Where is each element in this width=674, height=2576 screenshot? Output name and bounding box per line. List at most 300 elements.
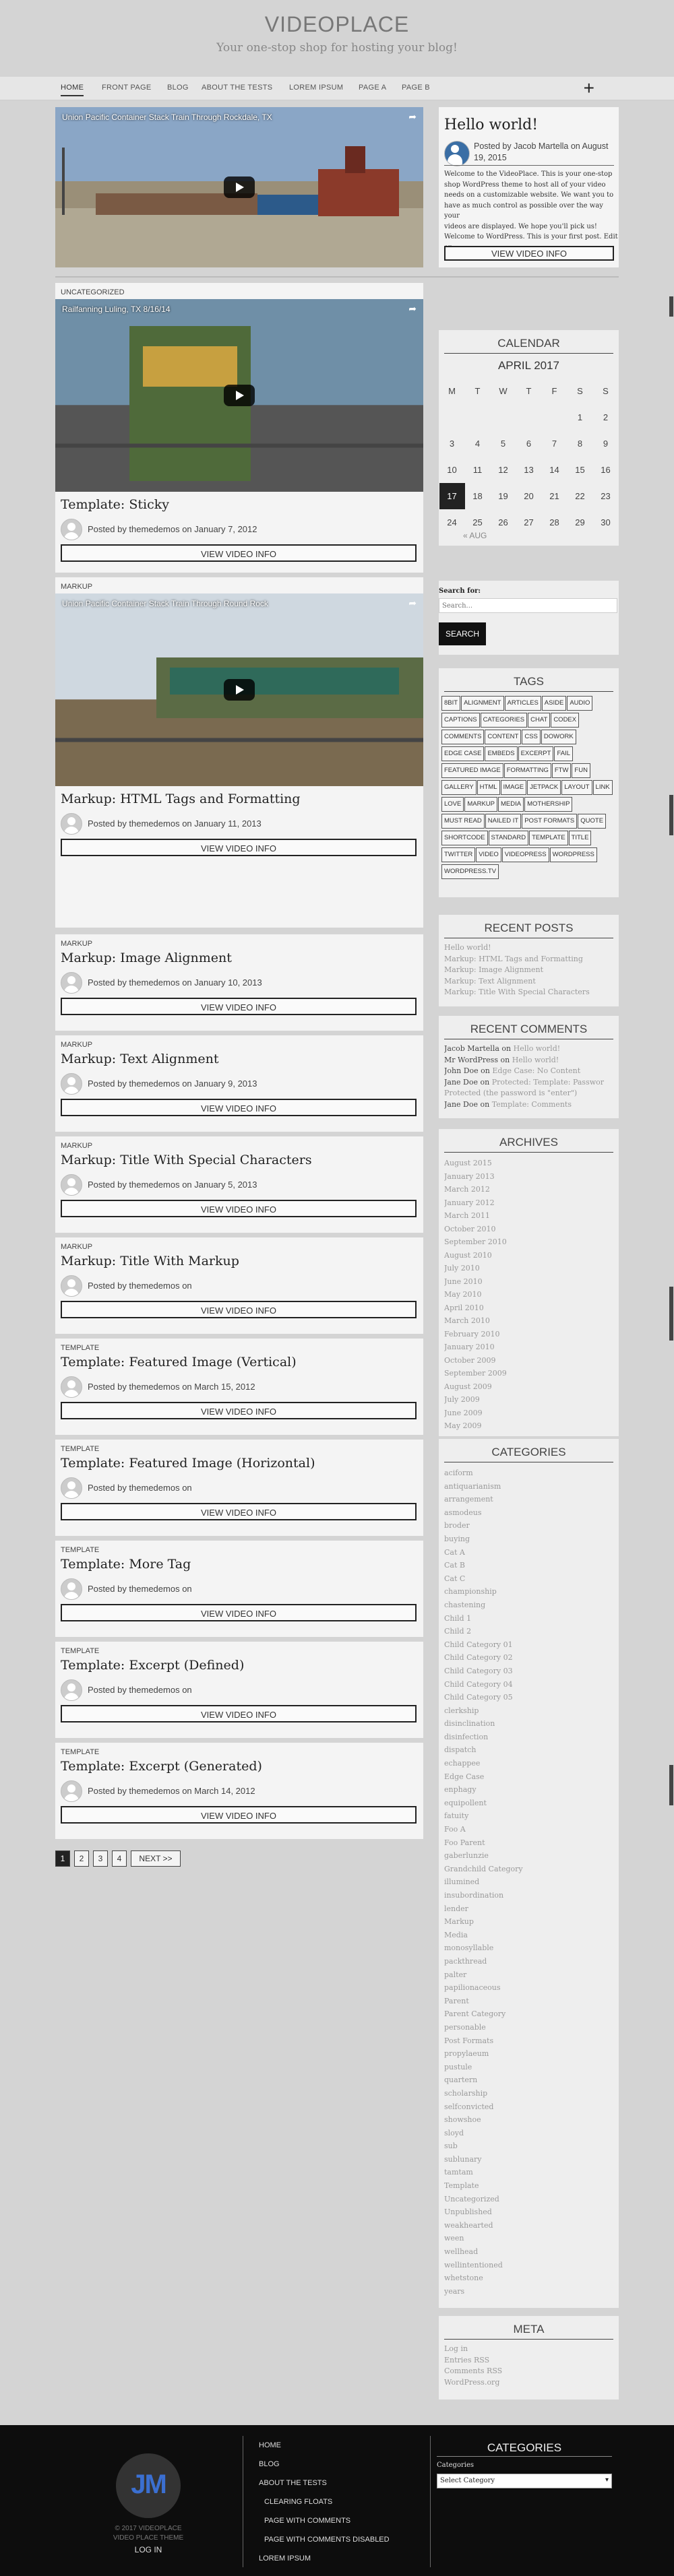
weekday-label: M — [448, 386, 456, 396]
nav-item-lorem-ipsum[interactable]: LOREM IPSUM — [289, 84, 344, 92]
post-meta-text: Posted by themedemos on January 9, 2013 — [88, 1078, 257, 1089]
comment-post-link[interactable]: Hello world! — [513, 1044, 561, 1053]
comment-post-link[interactable]: Template: Comments — [491, 1099, 572, 1109]
share-icon[interactable]: ➦ — [408, 303, 417, 314]
recent-comment-item — [444, 1066, 613, 1077]
categorie-link[interactable]: Cat A — [444, 1547, 465, 1557]
search-input[interactable] — [439, 598, 617, 613]
categorie-link[interactable]: sublunary — [444, 2154, 482, 2164]
categorie-link[interactable]: palter — [444, 1970, 467, 1979]
categorie-link[interactable]: pustule — [444, 2062, 472, 2071]
tag-link[interactable]: CSS — [522, 730, 541, 744]
tag-link[interactable]: STANDARD — [489, 831, 529, 845]
tag-link[interactable]: FAIL — [554, 746, 573, 761]
tag-link[interactable]: LINK — [593, 780, 613, 795]
categorie-link[interactable]: Child 1 — [444, 1613, 472, 1623]
tag-link[interactable]: LAYOUT — [561, 780, 592, 795]
post-title[interactable]: Markup: Title With Markup — [61, 1254, 239, 1268]
comment-author[interactable]: Jane Doe — [444, 1077, 479, 1087]
calendar-day: 24 — [447, 517, 457, 527]
page-3-button[interactable]: 3 — [93, 1850, 108, 1867]
post-category[interactable]: MARKUP — [61, 583, 93, 591]
archive-link[interactable]: September 2010 — [444, 1237, 507, 1246]
view-video-info-button[interactable]: VIEW VIDEO INFO — [61, 1806, 417, 1824]
view-video-info-button[interactable]: VIEW VIDEO INFO — [61, 1200, 417, 1217]
archive-link[interactable]: October 2009 — [444, 1355, 496, 1365]
post-title[interactable]: Markup: Image Alignment — [61, 951, 232, 965]
post-category[interactable]: TEMPLATE — [61, 1748, 100, 1756]
archive-link[interactable]: February 2010 — [444, 1329, 500, 1339]
categorie-link[interactable]: Cat B — [444, 1561, 465, 1570]
tag-link[interactable]: WORDPRESS.TV — [441, 864, 499, 879]
tag-link[interactable]: FTW — [552, 763, 572, 778]
view-video-info-button[interactable]: VIEW VIDEO INFO — [61, 839, 417, 856]
tag-link[interactable]: EXCERPT — [518, 746, 554, 761]
archive-link[interactable]: March 2010 — [444, 1316, 490, 1325]
nav-item-about-the-tests[interactable]: ABOUT THE TESTS — [202, 84, 273, 92]
tag-link[interactable]: NAILED IT — [485, 814, 521, 829]
categorie-link[interactable]: personable — [444, 2022, 486, 2032]
categorie-link[interactable]: propylaeum — [444, 2049, 489, 2059]
categorie-link[interactable]: Child Category 01 — [444, 1640, 513, 1649]
video-title[interactable]: Union Pacific Container Stack Train Through Round Rock — [62, 599, 268, 608]
post-category[interactable]: TEMPLATE — [61, 1445, 100, 1453]
categorie-link[interactable]: Uncategorized — [444, 2194, 499, 2203]
tag-link[interactable]: TWITTER — [441, 847, 475, 862]
play-icon[interactable] — [224, 176, 255, 198]
categorie-link[interactable]: papilionaceous — [444, 1983, 501, 1993]
view-video-info-button[interactable]: VIEW VIDEO INFO — [61, 544, 417, 562]
categorie-link[interactable]: selfconvicted — [444, 2102, 494, 2111]
tag-link[interactable]: CHAT — [528, 713, 550, 728]
categorie-link[interactable]: echappee — [444, 1759, 481, 1768]
video-title[interactable]: Railfanning Luling, TX 8/16/14 — [62, 304, 171, 314]
footer-copyright: © 2017 VIDEOPLACE — [115, 2525, 182, 2532]
tag-link[interactable]: COMMENTS — [441, 730, 484, 744]
calendar-day — [542, 404, 568, 430]
nav-item-front-page[interactable]: FRONT PAGE — [102, 84, 152, 92]
categorie-link[interactable]: equipollent — [444, 1798, 487, 1807]
post-meta-text: Posted by themedemos on — [88, 1281, 192, 1291]
categorie-link[interactable]: lender — [444, 1904, 468, 1913]
calendar-week — [439, 404, 619, 430]
categorie-link[interactable]: Cat C — [444, 1574, 466, 1583]
comment-post-link[interactable]: Edge Case: No Content — [492, 1066, 581, 1075]
archives-widget — [439, 1129, 619, 1436]
page-4-button[interactable]: 4 — [112, 1850, 127, 1867]
tag-link[interactable]: MOTHERSHIP — [524, 797, 572, 812]
tag-link[interactable]: IMAGE — [501, 780, 527, 795]
tag-link[interactable]: LOVE — [441, 797, 464, 812]
tag-link[interactable]: EMBEDS — [485, 746, 517, 761]
author-avatar — [444, 141, 470, 166]
categorie-link[interactable]: Edge Case — [444, 1772, 485, 1781]
comment-author[interactable]: John Doe — [444, 1066, 479, 1075]
tag-link[interactable]: TITLE — [569, 831, 592, 845]
comment-author[interactable]: Mr WordPress — [444, 1055, 498, 1064]
nav-item-page-b[interactable]: PAGE B — [402, 84, 430, 92]
categories-widget — [439, 1439, 619, 2308]
view-video-info-button[interactable]: VIEW VIDEO INFO — [61, 1503, 417, 1520]
post-category[interactable]: TEMPLATE — [61, 1546, 100, 1554]
calendar-day: 4 — [474, 439, 481, 449]
meta-list-link[interactable]: Comments RSS — [444, 2366, 503, 2375]
post-title[interactable]: Template: Sticky — [61, 497, 169, 512]
categorie-link[interactable]: arrangement — [444, 1495, 493, 1504]
tag-link[interactable]: VIDEOPRESS — [502, 847, 549, 862]
categorie-link[interactable]: aciform — [444, 1469, 473, 1477]
recent-comment-item — [444, 1077, 613, 1089]
tag-link[interactable]: CODEX — [551, 713, 579, 728]
tag-link[interactable]: ASIDE — [542, 696, 567, 711]
archive-link[interactable]: March 2011 — [444, 1211, 490, 1220]
site-description: Your one-stop shop for hosting your blog! — [216, 41, 458, 55]
categorie-link[interactable]: Child Category 04 — [444, 1679, 513, 1689]
categorie-link[interactable]: dispatch — [444, 1745, 477, 1755]
categorie-link[interactable]: sub — [444, 2142, 458, 2151]
post-title[interactable]: Template: Excerpt (Generated) — [61, 1759, 262, 1774]
widget-rule — [444, 1152, 613, 1153]
archive-link[interactable]: January 2013 — [444, 1171, 495, 1181]
tag-link[interactable]: FORMATTING — [504, 763, 551, 778]
post-card — [55, 1035, 423, 1132]
weekday-label: F — [551, 386, 557, 396]
archive-link[interactable]: March 2012 — [444, 1185, 490, 1194]
post-title[interactable]: Template: Featured Image (Vertical) — [61, 1355, 297, 1370]
widget-rule — [444, 353, 613, 354]
categorie-link[interactable]: buying — [444, 1534, 470, 1543]
post-meta-text: Posted by themedemos on March 14, 2012 — [88, 1786, 255, 1796]
categorie-link[interactable]: clerkship — [444, 1706, 479, 1715]
featured-post-info — [439, 107, 619, 267]
footer-login-link[interactable]: LOG IN — [134, 2545, 162, 2554]
recent-posts-title: RECENT POSTS — [484, 922, 574, 934]
archive-link[interactable]: April 2010 — [444, 1303, 484, 1312]
categorie-link[interactable]: sloyd — [444, 2128, 464, 2137]
footer-link-page-with-comments[interactable]: PAGE WITH COMMENTS — [264, 2517, 351, 2525]
tag-link[interactable]: WORDPRESS — [550, 847, 597, 862]
view-video-info-button[interactable]: VIEW VIDEO INFO — [61, 1604, 417, 1621]
recent-comments-widget — [439, 1016, 619, 1118]
calendar-grid — [439, 378, 619, 536]
weekday-label: W — [499, 386, 508, 396]
tag-link[interactable]: CATEGORIES — [481, 713, 528, 728]
archive-link[interactable]: May 2009 — [444, 1421, 482, 1430]
avatar — [61, 1275, 82, 1297]
tag-link[interactable]: CONTENT — [485, 730, 521, 744]
categorie-link[interactable]: showshoe — [444, 2115, 481, 2125]
avatar — [61, 1174, 82, 1196]
categorie-link[interactable]: weakhearted — [444, 2220, 493, 2230]
tag-link[interactable]: SHORTCODE — [441, 831, 488, 845]
post-category[interactable]: MARKUP — [61, 1142, 93, 1150]
tag-link[interactable]: POST FORMATS — [522, 814, 577, 829]
archive-link[interactable]: June 2010 — [444, 1277, 483, 1286]
avatar — [61, 813, 82, 835]
categorie-link[interactable]: Child 2 — [444, 1627, 472, 1636]
view-video-info-button[interactable]: VIEW VIDEO INFO — [61, 1301, 417, 1318]
tag-link[interactable]: EDGE CASE — [441, 746, 484, 761]
nav-item-page-a[interactable]: PAGE A — [359, 84, 387, 92]
archive-link[interactable]: January 2010 — [444, 1343, 495, 1351]
meta-list-link[interactable]: WordPress.org — [444, 2377, 500, 2387]
categorie-link[interactable]: championship — [444, 1587, 497, 1597]
post-card — [55, 283, 423, 573]
calendar-day: 29 — [575, 517, 585, 527]
categorie-link[interactable]: ween — [444, 2234, 464, 2243]
post-title[interactable]: Template: Featured Image (Horizontal) — [61, 1456, 315, 1471]
categorie-link[interactable]: monosyllable — [444, 1943, 494, 1953]
recent-posts-widget — [439, 915, 619, 1006]
archives-list — [444, 1157, 613, 1433]
tag-link[interactable]: TEMPLATE — [529, 831, 568, 845]
categorie-link[interactable]: fatuity — [444, 1811, 469, 1821]
categorie-link[interactable]: tamtam — [444, 2168, 473, 2177]
categorie-link[interactable]: Post Formats — [444, 2036, 494, 2045]
categorie-link[interactable]: Parent — [444, 1996, 469, 2005]
categorie-link[interactable]: disinclination — [444, 1719, 495, 1729]
tag-link[interactable]: MARKUP — [464, 797, 497, 812]
calendar-day: 18 — [472, 491, 483, 501]
post-category[interactable]: TEMPLATE — [61, 1344, 100, 1352]
share-icon[interactable]: ➦ — [408, 111, 417, 122]
categorie-link[interactable]: Markup — [444, 1917, 474, 1927]
calendar-day: 7 — [551, 439, 557, 449]
archive-link[interactable]: July 2009 — [444, 1395, 480, 1404]
categorie-link[interactable]: Template — [444, 2181, 479, 2191]
archive-link[interactable]: August 2010 — [444, 1250, 492, 1260]
featured-video-player[interactable] — [55, 107, 423, 267]
footer-link-about-the-tests[interactable]: ABOUT THE TESTS — [259, 2479, 327, 2487]
categorie-link[interactable]: gaberlunzie — [444, 1851, 489, 1861]
widget-rule — [444, 691, 613, 692]
comment-author[interactable]: Jane Doe — [444, 1099, 479, 1109]
weekday-label: T — [474, 386, 481, 396]
post-title[interactable]: Template: More Tag — [61, 1557, 191, 1572]
tag-link[interactable]: FUN — [572, 763, 590, 778]
comment-post-link[interactable]: Protected: Template: Passwor — [491, 1077, 605, 1087]
calendar-widget — [439, 330, 619, 546]
categorie-link[interactable]: asmodeus — [444, 1508, 482, 1517]
categorie-link[interactable]: illumined — [444, 1877, 480, 1887]
post-meta-text: Posted by themedemos on — [88, 1584, 192, 1594]
post-meta-text: Posted by themedemos on March 15, 2012 — [88, 1382, 255, 1392]
categorie-link[interactable]: Unpublished — [444, 2208, 492, 2217]
footer-link-clearing-floats[interactable]: CLEARING FLOATS — [264, 2498, 333, 2506]
post-title[interactable]: Markup: Text Alignment — [61, 1052, 219, 1066]
calendar-prev-link[interactable]: « AUG — [463, 531, 487, 540]
tag-link[interactable]: FEATURED IMAGE — [441, 763, 503, 778]
categorie-link[interactable]: Child Category 05 — [444, 1693, 513, 1702]
calendar-day: 20 — [524, 491, 534, 501]
recent-post-link[interactable]: Markup: Image Alignment — [444, 965, 544, 974]
footer-logo[interactable] — [116, 2453, 181, 2518]
archive-link[interactable]: July 2010 — [444, 1264, 480, 1273]
calendar-day: 8 — [577, 439, 583, 449]
main-navigation — [0, 77, 674, 100]
tag-link[interactable]: VIDEO — [476, 847, 501, 862]
weekday-label: S — [603, 386, 609, 396]
post-title[interactable]: Template: Excerpt (Defined) — [61, 1658, 245, 1673]
categorie-link[interactable]: chastening — [444, 1600, 486, 1609]
next-page-button[interactable]: NEXT >> — [131, 1850, 181, 1867]
plus-icon[interactable]: + — [583, 77, 594, 98]
categories-list — [444, 1467, 613, 2298]
tag-link[interactable]: JETPACK — [527, 780, 561, 795]
post-category[interactable]: MARKUP — [61, 1243, 93, 1251]
categorie-link[interactable]: Grandchild Category — [444, 1864, 523, 1873]
comment-post-link[interactable]: Hello world! — [512, 1055, 559, 1064]
tag-link[interactable]: CAPTIONS — [441, 713, 480, 728]
calendar-day: 12 — [498, 465, 508, 475]
scroll-marker — [669, 1287, 673, 1341]
categorie-link[interactable]: Foo Parent — [444, 1838, 485, 1847]
tags-widget — [439, 668, 619, 897]
tag-link[interactable]: MEDIA — [498, 797, 524, 812]
categorie-link[interactable]: years — [444, 2286, 465, 2296]
tag-link[interactable]: AUDIO — [567, 696, 592, 711]
nav-item-home[interactable]: HOME — [61, 84, 84, 96]
calendar-day: 15 — [575, 465, 585, 475]
avatar — [61, 972, 82, 994]
comment-on: on — [500, 1055, 510, 1064]
view-video-info-button[interactable]: VIEW VIDEO INFO — [61, 998, 417, 1015]
calendar-week — [439, 483, 619, 509]
meta-list-link[interactable]: Log in — [444, 2344, 468, 2353]
calendar-day: 1 — [577, 412, 583, 422]
play-icon[interactable] — [224, 385, 255, 406]
calendar-day: 10 — [447, 465, 457, 475]
categorie-link[interactable]: disinfection — [444, 1732, 489, 1741]
calendar-day: 16 — [601, 465, 611, 475]
categorie-link[interactable]: Media — [444, 1930, 468, 1939]
tag-link[interactable]: HTML — [477, 780, 500, 795]
footer-link-lorem-ipsum[interactable]: LOREM IPSUM — [259, 2554, 311, 2563]
tag-link[interactable]: DOWORK — [541, 730, 576, 744]
tag-link[interactable]: GALLERY — [441, 780, 477, 795]
footer-link-comments-disabled[interactable]: PAGE WITH COMMENTS DISABLED — [264, 2536, 390, 2544]
archive-link[interactable]: June 2009 — [444, 1408, 483, 1417]
categorie-link[interactable]: Foo A — [444, 1825, 466, 1834]
footer-link-blog[interactable]: BLOG — [259, 2460, 280, 2468]
video-player[interactable] — [55, 593, 423, 786]
categorie-link[interactable]: whetstone — [444, 2274, 483, 2283]
search-button[interactable]: SEARCH — [439, 622, 486, 645]
categorie-link[interactable]: antiquarianism — [444, 1481, 501, 1491]
post-card — [55, 1541, 423, 1637]
categorie-link[interactable]: broder — [444, 1521, 470, 1531]
categorie-link[interactable]: quartern — [444, 2075, 478, 2085]
categorie-link[interactable]: wellintentioned — [444, 2260, 503, 2269]
post-meta-text: Posted by themedemos on January 11, 2013 — [88, 818, 262, 829]
page-2-button[interactable]: 2 — [74, 1850, 89, 1867]
comment-on: on — [501, 1044, 512, 1053]
calendar-day: 11 — [472, 465, 483, 475]
tag-link[interactable]: ARTICLES — [505, 696, 541, 711]
post-category[interactable]: MARKUP — [61, 1041, 93, 1049]
post-card — [55, 934, 423, 1031]
categorie-link[interactable]: wellhead — [444, 2247, 479, 2257]
avatar — [61, 1679, 82, 1701]
recent-post-link[interactable]: Markup: HTML Tags and Formatting — [444, 954, 583, 963]
calendar-day — [491, 404, 516, 430]
tag-link[interactable]: QUOTE — [578, 814, 606, 829]
tag-link[interactable]: MUST READ — [441, 814, 485, 829]
site-title[interactable]: VIDEOPLACE — [264, 12, 410, 36]
post-title[interactable]: Markup: Title With Special Characters — [61, 1153, 312, 1167]
calendar-day: 13 — [524, 465, 534, 475]
archive-link[interactable]: May 2010 — [444, 1290, 482, 1299]
post-card — [55, 1743, 423, 1839]
video-player[interactable] — [55, 299, 423, 492]
post-category[interactable]: TEMPLATE — [61, 1647, 100, 1655]
comment-post-link[interactable]: Protected (the password is "enter") — [444, 1089, 578, 1097]
categorie-link[interactable]: enphagy — [444, 1785, 477, 1795]
featured-divider — [444, 165, 614, 166]
search-label: Search for: — [439, 587, 481, 595]
categorie-link[interactable]: insubordination — [444, 1891, 504, 1900]
weekday-label: T — [526, 386, 532, 396]
featured-post-title[interactable]: Hello world! — [444, 117, 539, 133]
footer-category-select[interactable] — [437, 2474, 612, 2488]
categorie-link[interactable]: Parent Category — [444, 2009, 506, 2019]
comment-author[interactable]: Jacob Martella — [444, 1044, 499, 1053]
weekday-row — [439, 378, 619, 404]
page-1-button[interactable]: 1 — [55, 1850, 70, 1867]
post-category[interactable]: MARKUP — [61, 940, 93, 948]
archive-link[interactable]: August 2015 — [444, 1159, 492, 1167]
recent-post-link[interactable]: Markup: Text Alignment — [444, 976, 536, 986]
recent-comment-item — [444, 1043, 613, 1055]
categorie-link[interactable]: packthread — [444, 1956, 487, 1966]
site-footer — [0, 2425, 674, 2576]
view-video-info-button[interactable]: VIEW VIDEO INFO — [444, 246, 614, 261]
tag-link[interactable]: ALIGNMENT — [461, 696, 503, 711]
nav-item-blog[interactable]: BLOG — [167, 84, 189, 92]
archive-link[interactable]: January 2012 — [444, 1198, 495, 1207]
categorie-link[interactable]: Child Category 02 — [444, 1653, 513, 1663]
calendar-day: 28 — [549, 517, 559, 527]
post-title[interactable]: Markup: HTML Tags and Formatting — [61, 792, 301, 806]
archive-link[interactable]: August 2009 — [444, 1382, 492, 1391]
footer-divider — [430, 2436, 431, 2567]
video-title[interactable]: Union Pacific Container Stack Train Through Rockdale, TX — [62, 112, 272, 122]
play-icon[interactable] — [224, 679, 255, 701]
recent-post-link[interactable]: Markup: Title With Special Characters — [444, 988, 590, 996]
categorie-link[interactable]: Child Category 03 — [444, 1666, 513, 1675]
share-icon[interactable]: ➦ — [408, 598, 417, 608]
post-category[interactable]: UNCATEGORIZED — [61, 288, 125, 296]
view-video-info-button[interactable]: VIEW VIDEO INFO — [61, 1705, 417, 1722]
post-card — [55, 577, 423, 928]
post-card — [55, 1339, 423, 1435]
excerpt-line: have as much control as possible over the way your — [444, 201, 603, 220]
categorie-link[interactable]: scholarship — [444, 2088, 488, 2098]
calendar-day: 21 — [549, 491, 559, 501]
footer-link-home[interactable]: HOME — [259, 2441, 281, 2449]
meta-list-link[interactable]: Entries RSS — [444, 2355, 490, 2364]
recent-post-link[interactable]: Hello world! — [444, 943, 491, 952]
avatar — [61, 1073, 82, 1095]
archive-link[interactable]: October 2010 — [444, 1224, 496, 1233]
calendar-day: 19 — [498, 491, 508, 501]
view-video-info-button[interactable]: VIEW VIDEO INFO — [61, 1099, 417, 1116]
calendar-day: 2 — [603, 412, 609, 422]
view-video-info-button[interactable]: VIEW VIDEO INFO — [61, 1402, 417, 1419]
archive-link[interactable]: September 2009 — [444, 1369, 507, 1378]
tag-link[interactable]: 8BIT — [441, 696, 460, 711]
post-card — [55, 1440, 423, 1536]
